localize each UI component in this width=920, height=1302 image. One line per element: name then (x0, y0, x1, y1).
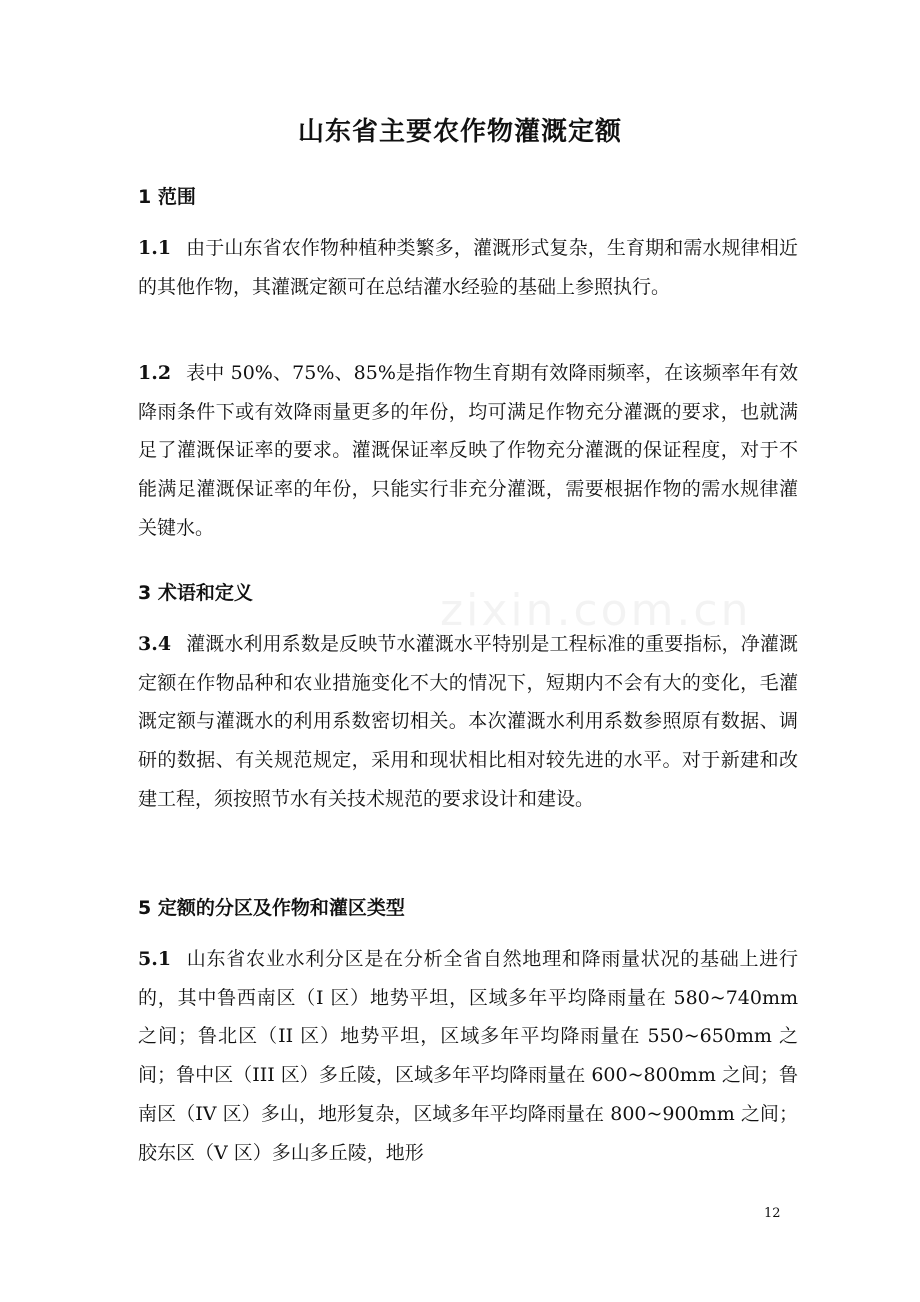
paragraph-number: 5.1 (138, 948, 172, 970)
paragraph-text: 山东省农业水利分区是在分析全省自然地理和降雨量状况的基础上进行的，其中鲁西南区（I 区）地势平坦，区域多年平均降雨量在 580~740mm 之间；鲁北区（II 区）地势平坦，区域多年平均降雨量在 550~650mm 之间；鲁中区（III 区）多丘陵，区域多年平均降雨量在 600~800mm 之间；鲁南区（IV 区）多山，地形复杂，区域多年平均降雨量在 800~900mm 之间；胶东区（V 区）多山多丘陵，地形 (138, 948, 798, 1164)
section-heading-5: 5 定额的分区及作物和灌区类型 (138, 897, 405, 919)
paragraph-text: 灌溉水利用系数是反映节水灌溉水平特别是工程标准的重要指标，净灌溉定额在作物品种和农业措施变化不大的情况下，短期内不会有大的变化，毛灌溉定额与灌溉水的利用系数密切相关。本次灌溉水利用系数参照原有数据、调研的数据、有关规范规定，采用和现状相比相对较先进的水平。对于新建和改建工程，须按照节水有关技术规范的要求设计和建设。 (138, 633, 798, 810)
paragraph-1-1 (138, 229, 798, 306)
page-number: 12 (764, 1206, 781, 1221)
section-heading-1: 1 范围 (138, 186, 196, 208)
paragraph-number: 1.2 (138, 362, 172, 384)
paragraph-3-4 (138, 625, 798, 819)
section-heading-3: 3 术语和定义 (138, 582, 253, 604)
paragraph-text: 由于山东省农作物种植种类繁多，灌溉形式复杂，生育期和需水规律相近的其他作物，其灌溉定额可在总结灌水经验的基础上参照执行。 (138, 237, 798, 298)
paragraph-number: 3.4 (138, 633, 172, 655)
document-title: 山东省主要农作物灌溉定额 (297, 117, 622, 147)
paragraph-1-2 (138, 354, 798, 548)
watermark: zixin.com.cn (440, 585, 752, 636)
paragraph-number: 1.1 (138, 237, 172, 259)
paragraph-5-1 (138, 940, 798, 1172)
paragraph-text: 表中 50%、75%、85%是指作物生育期有效降雨频率，在该频率年有效降雨条件下或有效降雨量更多的年份，均可满足作物充分灌溉的要求，也就满足了灌溉保证率的要求。灌溉保证率反映了作物充分灌溉的保证程度，对于不能满足灌溉保证率的年份，只能实行非充分灌溉，需要根据作物的需水规律灌关键水。 (138, 362, 798, 539)
